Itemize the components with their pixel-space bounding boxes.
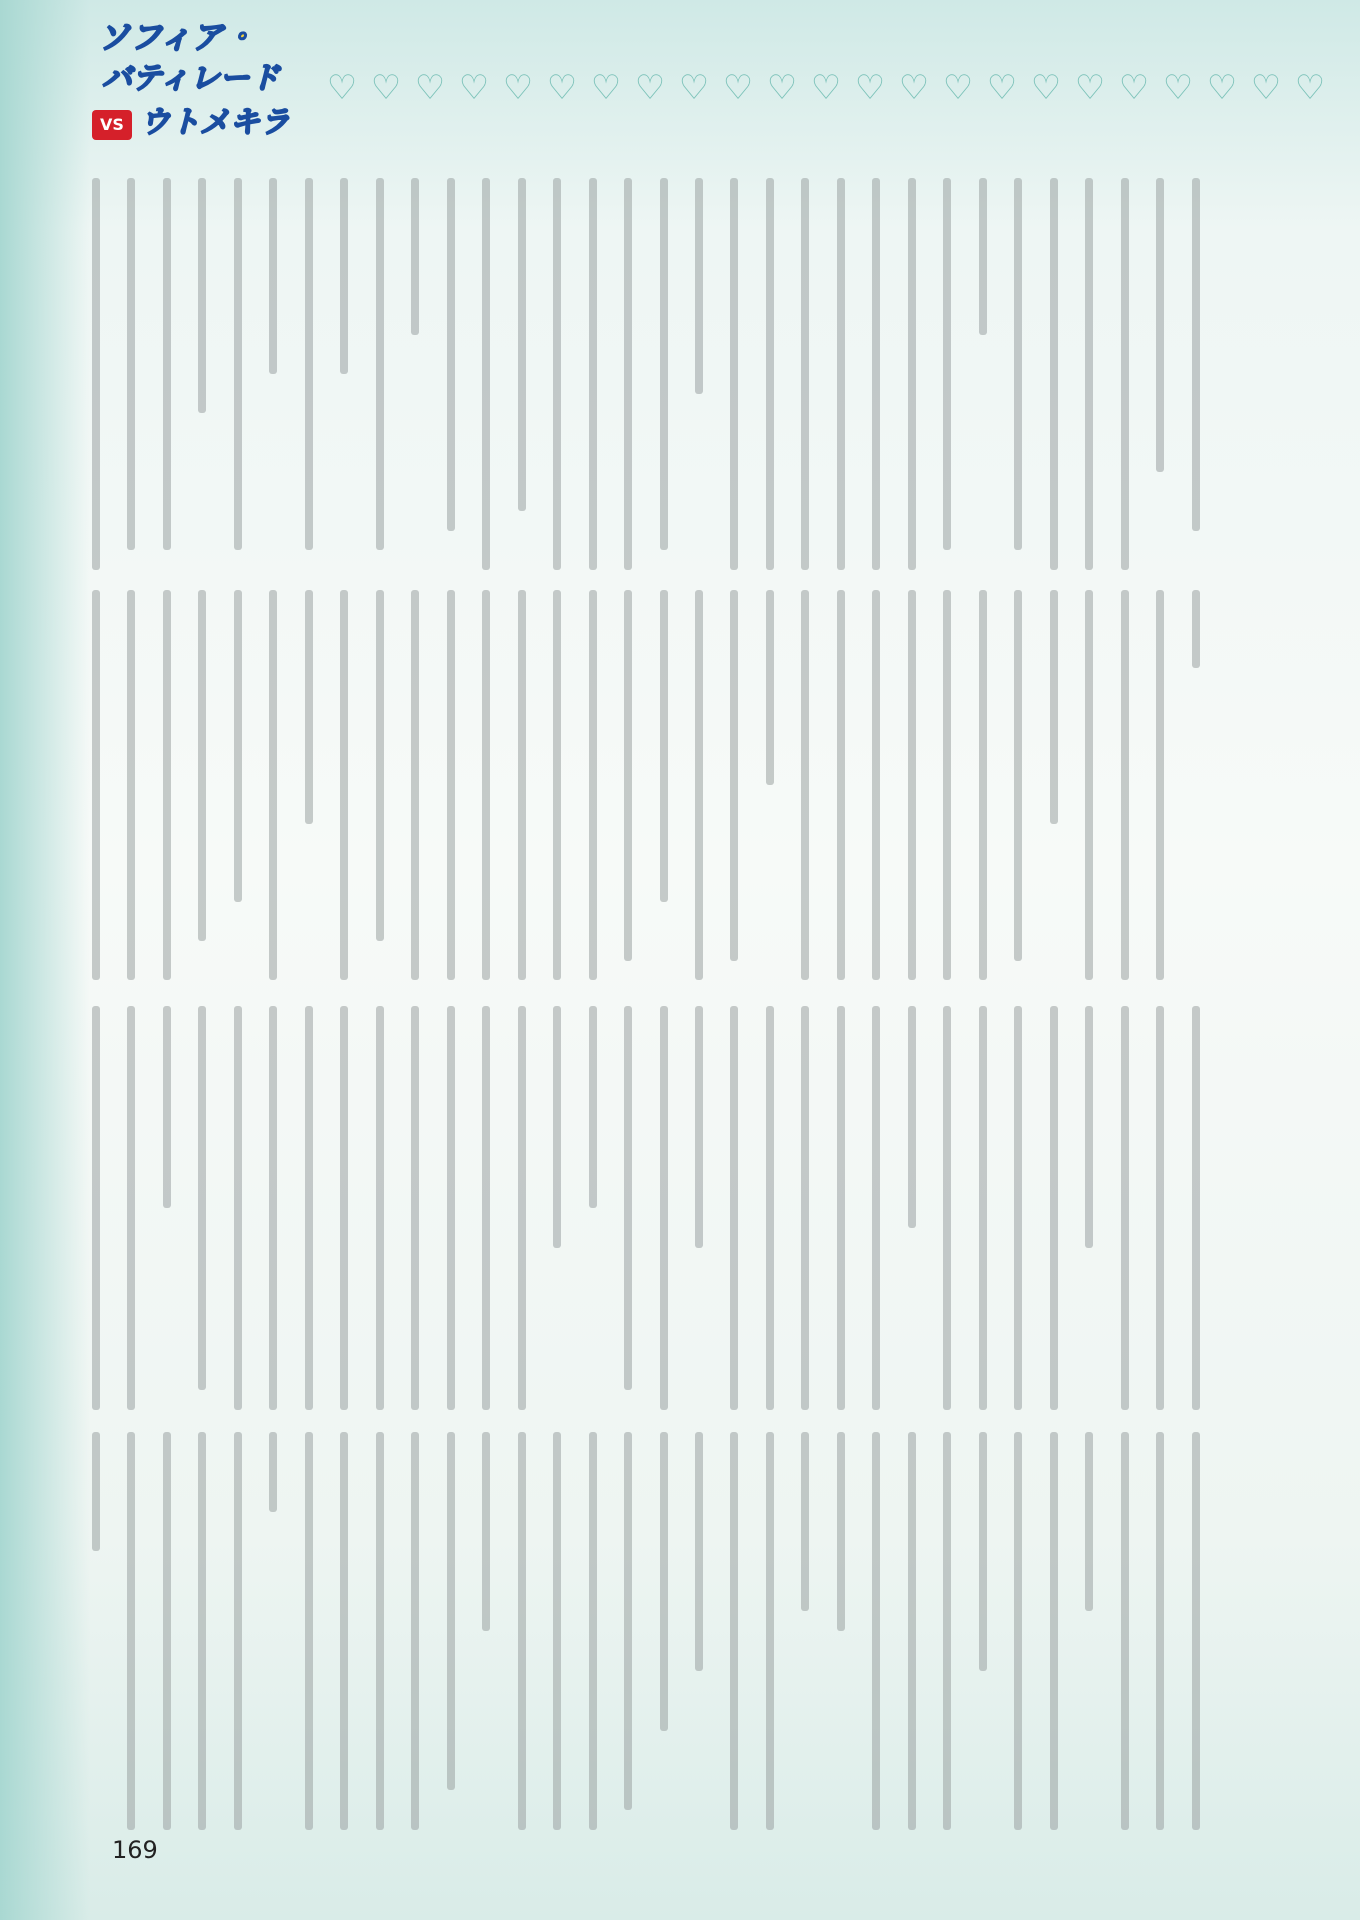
heart-ornament-icon: ♡ bbox=[414, 68, 446, 108]
text-line-placeholder bbox=[1050, 1006, 1058, 1410]
text-line-placeholder bbox=[979, 1432, 987, 1671]
text-line-placeholder bbox=[163, 1006, 171, 1208]
text-line-placeholder bbox=[730, 1006, 738, 1410]
text-line-placeholder bbox=[340, 1006, 348, 1410]
text-line-placeholder bbox=[624, 1006, 632, 1390]
text-row-2 bbox=[92, 590, 1200, 980]
text-line-placeholder bbox=[1014, 1006, 1022, 1410]
text-line-placeholder bbox=[801, 1432, 809, 1611]
text-line-placeholder bbox=[872, 590, 880, 980]
heart-ornament-icon: ♡ bbox=[326, 68, 358, 108]
heart-ornament-icon: ♡ bbox=[370, 68, 402, 108]
text-line-placeholder bbox=[198, 590, 206, 941]
text-line-placeholder bbox=[908, 590, 916, 980]
text-line-placeholder bbox=[979, 178, 987, 335]
text-line-placeholder bbox=[305, 178, 313, 550]
text-line-placeholder bbox=[872, 1432, 880, 1830]
text-line-placeholder bbox=[943, 590, 951, 980]
text-line-placeholder bbox=[92, 590, 100, 980]
text-line-placeholder bbox=[92, 178, 100, 570]
text-line-placeholder bbox=[447, 1432, 455, 1790]
text-line-placeholder bbox=[730, 590, 738, 961]
text-line-placeholder bbox=[730, 178, 738, 570]
text-line-placeholder bbox=[1121, 1432, 1129, 1830]
text-line-placeholder bbox=[695, 1432, 703, 1671]
text-line-placeholder bbox=[127, 1006, 135, 1410]
text-line-placeholder bbox=[1085, 1432, 1093, 1611]
text-line-placeholder bbox=[730, 1432, 738, 1830]
text-line-placeholder bbox=[553, 1006, 561, 1248]
text-line-placeholder bbox=[376, 1432, 384, 1830]
text-line-placeholder bbox=[1121, 178, 1129, 570]
text-line-placeholder bbox=[1050, 1432, 1058, 1830]
text-line-placeholder bbox=[447, 590, 455, 980]
heart-ornament-icon: ♡ bbox=[1162, 68, 1194, 108]
text-line-placeholder bbox=[269, 178, 277, 374]
heart-ornament-icon: ♡ bbox=[678, 68, 710, 108]
text-line-placeholder bbox=[943, 1432, 951, 1830]
text-line-placeholder bbox=[979, 590, 987, 980]
text-row-3 bbox=[92, 1006, 1200, 1410]
heart-ornament-icon: ♡ bbox=[942, 68, 974, 108]
text-line-placeholder bbox=[1192, 178, 1200, 531]
text-line-placeholder bbox=[163, 590, 171, 980]
heart-ornament-icon: ♡ bbox=[854, 68, 886, 108]
text-line-placeholder bbox=[908, 1006, 916, 1228]
text-line-placeholder bbox=[340, 590, 348, 980]
page-number: 169 bbox=[112, 1836, 158, 1864]
logo-vs-badge: VS bbox=[92, 110, 132, 140]
text-line-placeholder bbox=[589, 178, 597, 570]
heart-ornament-icon: ♡ bbox=[1074, 68, 1106, 108]
heart-border bbox=[320, 68, 1360, 108]
text-line-placeholder bbox=[163, 1432, 171, 1830]
text-line-placeholder bbox=[305, 1006, 313, 1410]
text-line-placeholder bbox=[872, 178, 880, 570]
text-line-placeholder bbox=[837, 1432, 845, 1631]
text-line-placeholder bbox=[660, 590, 668, 902]
heart-ornament-icon: ♡ bbox=[1030, 68, 1062, 108]
text-line-placeholder bbox=[801, 178, 809, 570]
heart-ornament-icon: ♡ bbox=[766, 68, 798, 108]
heart-ornament-icon: ♡ bbox=[898, 68, 930, 108]
heart-ornament-icon: ♡ bbox=[590, 68, 622, 108]
text-line-placeholder bbox=[1121, 1006, 1129, 1410]
text-line-placeholder bbox=[411, 590, 419, 980]
heart-ornament-icon: ♡ bbox=[986, 68, 1018, 108]
text-line-placeholder bbox=[766, 590, 774, 785]
side-gradient bbox=[0, 0, 90, 1920]
text-line-placeholder bbox=[305, 590, 313, 824]
text-line-placeholder bbox=[1085, 590, 1093, 980]
text-line-placeholder bbox=[198, 1006, 206, 1390]
text-line-placeholder bbox=[447, 1006, 455, 1410]
heart-ornament-icon: ♡ bbox=[458, 68, 490, 108]
text-line-placeholder bbox=[660, 1006, 668, 1410]
text-line-placeholder bbox=[624, 1432, 632, 1810]
text-line-placeholder bbox=[589, 1432, 597, 1830]
heart-ornament-icon: ♡ bbox=[722, 68, 754, 108]
text-line-placeholder bbox=[234, 1006, 242, 1410]
text-line-placeholder bbox=[127, 178, 135, 550]
text-line-placeholder bbox=[943, 1006, 951, 1410]
text-line-placeholder bbox=[1192, 1006, 1200, 1410]
text-row-4 bbox=[92, 1432, 1200, 1830]
text-line-placeholder bbox=[1192, 590, 1200, 668]
heart-ornament-icon: ♡ bbox=[546, 68, 578, 108]
text-line-placeholder bbox=[801, 1006, 809, 1410]
text-line-placeholder bbox=[1050, 178, 1058, 570]
text-line-placeholder bbox=[1014, 178, 1022, 550]
text-line-placeholder bbox=[482, 1432, 490, 1631]
text-line-placeholder bbox=[766, 1432, 774, 1830]
text-line-placeholder bbox=[234, 590, 242, 902]
text-line-placeholder bbox=[1014, 590, 1022, 961]
text-line-placeholder bbox=[553, 590, 561, 980]
text-line-placeholder bbox=[92, 1006, 100, 1410]
text-line-placeholder bbox=[234, 178, 242, 550]
text-line-placeholder bbox=[376, 1006, 384, 1410]
text-line-placeholder bbox=[1156, 1432, 1164, 1830]
text-line-placeholder bbox=[589, 590, 597, 980]
text-line-placeholder bbox=[837, 590, 845, 980]
text-line-placeholder bbox=[411, 1432, 419, 1830]
text-line-placeholder bbox=[1156, 1006, 1164, 1410]
heart-ornament-icon: ♡ bbox=[502, 68, 534, 108]
series-logo bbox=[88, 20, 313, 148]
logo-line-2: バティレード bbox=[102, 61, 280, 96]
text-line-placeholder bbox=[801, 590, 809, 980]
text-line-placeholder bbox=[198, 1432, 206, 1830]
text-line-placeholder bbox=[1014, 1432, 1022, 1830]
text-line-placeholder bbox=[872, 1006, 880, 1410]
text-line-placeholder bbox=[411, 1006, 419, 1410]
logo-line-1: ソフィア・ bbox=[98, 18, 256, 56]
text-line-placeholder bbox=[376, 590, 384, 941]
text-line-placeholder bbox=[908, 178, 916, 570]
text-line-placeholder bbox=[1121, 590, 1129, 980]
text-line-placeholder bbox=[660, 1432, 668, 1731]
text-line-placeholder bbox=[1192, 1432, 1200, 1830]
text-line-placeholder bbox=[1156, 590, 1164, 980]
text-line-placeholder bbox=[943, 178, 951, 550]
heart-ornament-icon: ♡ bbox=[634, 68, 666, 108]
text-line-placeholder bbox=[518, 1432, 526, 1830]
text-line-placeholder bbox=[127, 1432, 135, 1830]
text-line-placeholder bbox=[553, 178, 561, 570]
text-line-placeholder bbox=[163, 178, 171, 550]
heart-ornament-icon: ♡ bbox=[810, 68, 842, 108]
text-line-placeholder bbox=[1050, 590, 1058, 824]
text-line-placeholder bbox=[695, 1006, 703, 1248]
text-line-placeholder bbox=[1156, 178, 1164, 472]
text-line-placeholder bbox=[305, 1432, 313, 1830]
text-line-placeholder bbox=[624, 590, 632, 961]
text-line-placeholder bbox=[1085, 178, 1093, 570]
heart-ornament-icon: ♡ bbox=[1206, 68, 1238, 108]
heart-ornament-icon: ♡ bbox=[1250, 68, 1282, 108]
text-line-placeholder bbox=[695, 178, 703, 394]
heart-ornament-icon: ♡ bbox=[1118, 68, 1150, 108]
text-line-placeholder bbox=[482, 1006, 490, 1410]
text-line-placeholder bbox=[766, 178, 774, 570]
text-line-placeholder bbox=[340, 178, 348, 374]
text-line-placeholder bbox=[518, 590, 526, 980]
text-line-placeholder bbox=[518, 1006, 526, 1410]
text-line-placeholder bbox=[127, 590, 135, 980]
text-line-placeholder bbox=[695, 590, 703, 980]
text-line-placeholder bbox=[92, 1432, 100, 1551]
text-line-placeholder bbox=[269, 1432, 277, 1512]
text-line-placeholder bbox=[837, 1006, 845, 1410]
text-line-placeholder bbox=[589, 1006, 597, 1208]
text-line-placeholder bbox=[1085, 1006, 1093, 1248]
text-line-placeholder bbox=[553, 1432, 561, 1830]
heart-ornament-icon: ♡ bbox=[1294, 68, 1326, 108]
text-line-placeholder bbox=[269, 590, 277, 980]
text-line-placeholder bbox=[198, 178, 206, 413]
text-line-placeholder bbox=[482, 178, 490, 570]
text-line-placeholder bbox=[518, 178, 526, 511]
text-line-placeholder bbox=[660, 178, 668, 550]
text-row-1 bbox=[92, 178, 1200, 570]
text-line-placeholder bbox=[340, 1432, 348, 1830]
text-line-placeholder bbox=[482, 590, 490, 980]
text-line-placeholder bbox=[376, 178, 384, 550]
text-line-placeholder bbox=[411, 178, 419, 335]
text-line-placeholder bbox=[837, 178, 845, 570]
text-line-placeholder bbox=[979, 1006, 987, 1410]
text-line-placeholder bbox=[234, 1432, 242, 1830]
text-line-placeholder bbox=[447, 178, 455, 531]
text-line-placeholder bbox=[766, 1006, 774, 1410]
text-line-placeholder bbox=[624, 178, 632, 570]
logo-line-3: ウトメキラ bbox=[140, 105, 290, 140]
text-line-placeholder bbox=[269, 1006, 277, 1410]
text-line-placeholder bbox=[908, 1432, 916, 1830]
